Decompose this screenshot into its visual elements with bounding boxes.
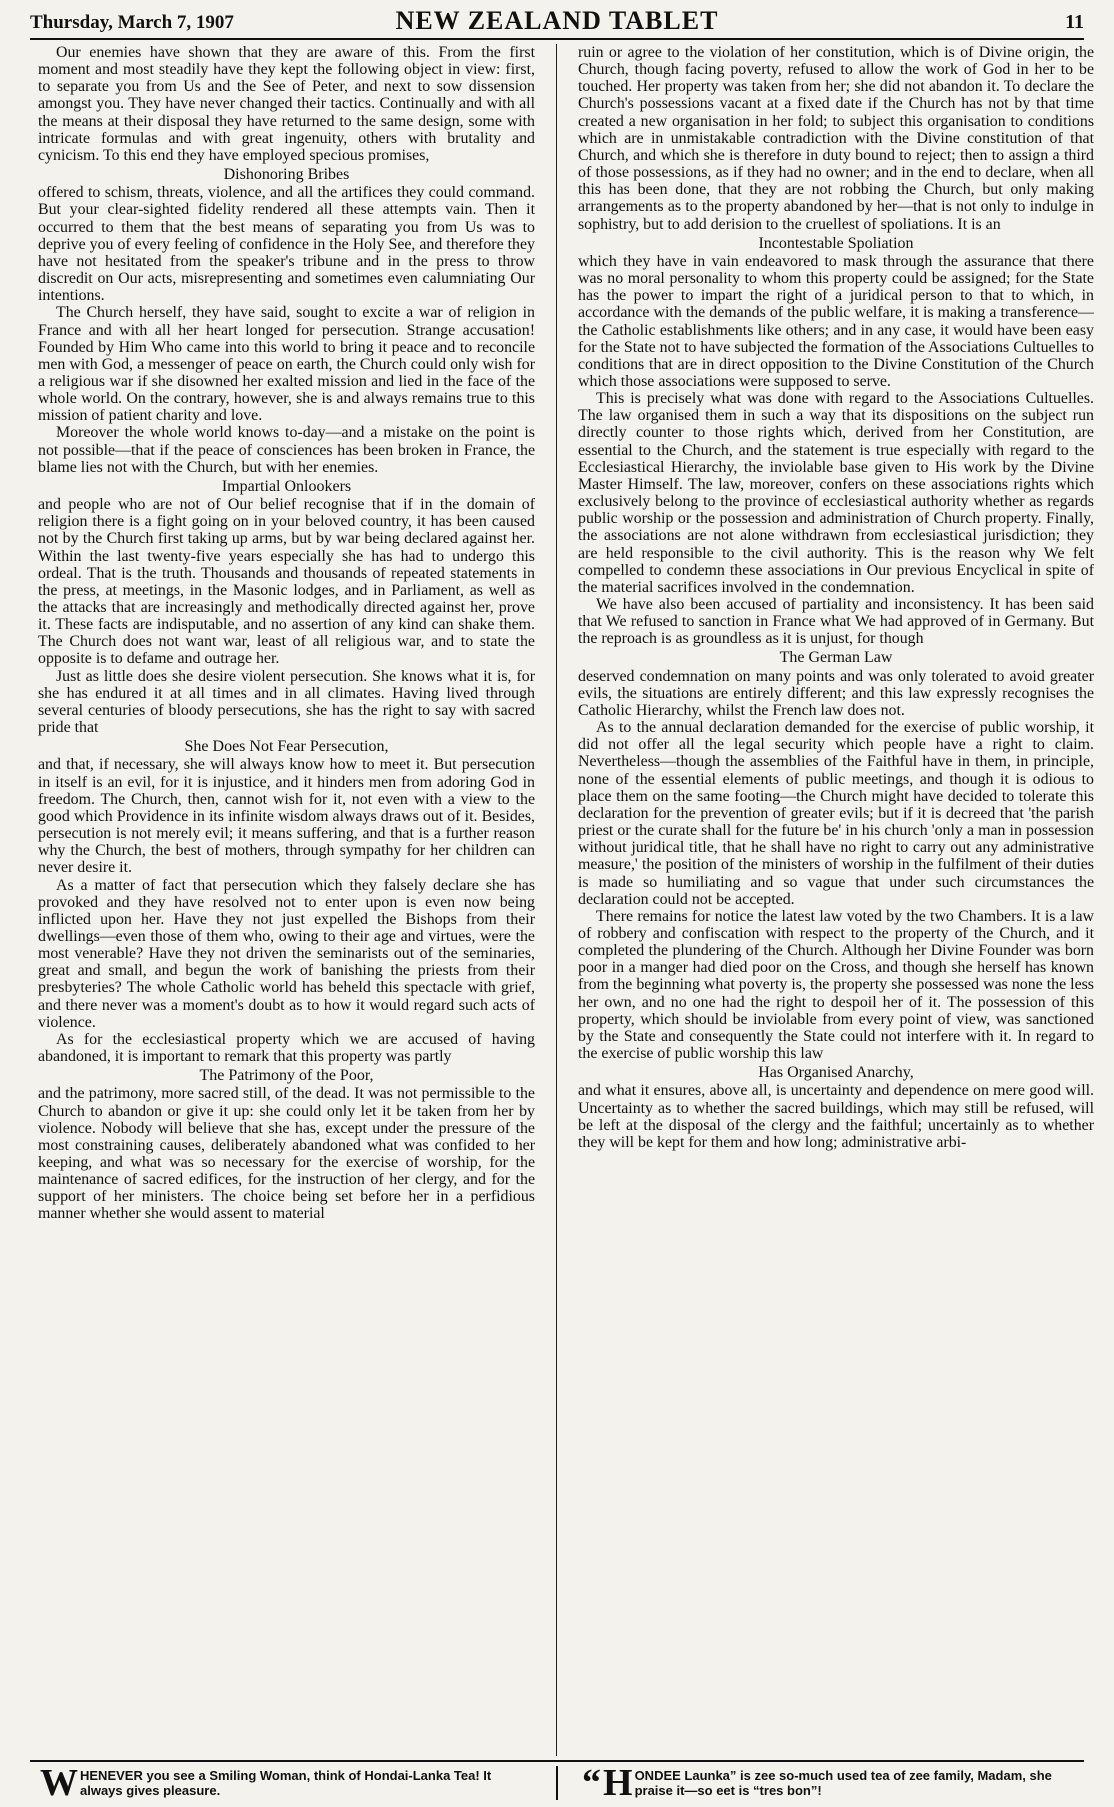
- paragraph: We have also been accused of partiality and inconsistency. It has been said that We refused to sanction in France what We had approved of in Germany. But the reproach is as groundless as it is unjust, for though: [578, 596, 1094, 648]
- footer-divider: [556, 1766, 558, 1800]
- subheading-does-not-fear: She Does Not Fear Persecution,: [184, 738, 389, 756]
- advertisement-hondee-launka: [572, 1762, 1084, 1804]
- paragraph: Moreover the whole world knows to-day—and a mistake on the point is not possible—that if the peace of consciences has been broken in France, the blame lies not with the Church, but with her enemies.: [38, 424, 535, 476]
- paragraph: and people who are not of Our belief recognise that if in the domain of religion there is a fight going on in your beloved country, it has been caused not by the Church first taking up arms, but by war being declared against her. Within the last twenty-five years especially she has had to undergo this ordeal. That is the truth. Thousands and thousands of repeated statements in the press, at meetings, in the Masonic lodges, and in Parliament, as well as the attacks that are increasingly and methodically directed against her, prove it. These facts are indisputable, and no assertion of any kind can shake them. The Church does not want war, least of all religious war, and to state the opposite is to defame and outrage her.: [38, 496, 535, 668]
- subheading-patrimony-of-poor: The Patrimony of the Poor,: [199, 1067, 374, 1085]
- paragraph: and that, if necessary, she will always know how to meet it. But persecution in itself is an evil, for it is injustice, and it hinders men from adoring God in freedom. The Church, then, cannot wish for it, not even with a view to the good which Providence in its infinite wisdom always draws out of it. Besides, persecution is not merely evil; it means suffering, and that is a further reason why the Church, the best of mothers, through sympathy for her children can never desire it.: [38, 756, 535, 877]
- paragraph: The Church herself, they have said, sought to excite a war of religion in France and with all her heart longed for persecution. Strange accusation! Founded by Him Who came into this world to bring it peace and to reconcile men with God, a messenger of peace on earth, the Church could only wish for a religious war if she disowned her exalted mission and lied in the face of the whole world. On the contrary, however, she is and always remains true to this mission of patient charity and love.: [38, 304, 535, 425]
- paragraph: deserved condemnation on many points and was only tolerated to avoid greater evils, the situations are entirely different; and this law expressly recognises the Catholic Hierarchy, whilst the French law does not.: [578, 667, 1094, 719]
- paragraph: This is precisely what was done with regard to the Associations Cultuelles. The law organised them in such a way that its dispositions on the subject run directly counter to those rights which, derived from her Constitution, are essential to the Church, and the statement is true especially with regard to the Ecclesiastical Hierarchy, the inviolable base given to His work by the Divine Master Himself. The law, moreover, confers on these associations rights which exclusively belong to the province of ecclesiastical authority whether as regards public worship or the possession and administration of Church property. Finally, the associations are not alone withdrawn from ecclesiastical jurisdiction; they are held responsible to the civil authority. This is the reason why We felt compelled to condemn these associations in Our previous Encyclical in spite of the material sacrifices involved in the condemnation.: [578, 390, 1094, 596]
- publication-title: NEW ZEALAND TABLET: [395, 6, 719, 35]
- opening-quote: “: [582, 1762, 601, 1804]
- subheading-impartial-onlookers: Impartial Onlookers: [221, 477, 352, 495]
- issue-date: Thursday, March 7, 1907: [30, 12, 234, 33]
- paragraph: As a matter of fact that persecution which they falsely declare she has provoked and they have resolved not to enter upon is even now being inflicted upon her. Have they not just expelled the Bishops from their dwellings—even those of them who, owing to their age and virtues, were the most venerable? Have they not driven the seminarists out of the seminaries, great and small, and begun the work of banishing the priests from their presbyteries? The whole Catholic world has beheld this spectacle with grief, and there never was a moment's doubt as to how it would regard such acts of violence.: [38, 876, 535, 1031]
- drop-initial: W: [40, 1762, 78, 1804]
- paragraph: Our enemies have shown that they are aware of this. From the first moment and most steadily have they kept the following object in view: first, to separate you from Us and the See of Peter, and next to sow dissension amongst you. They have never changed their tactics. Continually and with all the means at their disposal they have returned to the same design, some with intricate formulas and with great ingenuity, others with brutality and cynicism. To this end they have employed specious promises,: [38, 44, 535, 164]
- subheading-dishonoring-bribes: Dishonoring Bribes: [223, 166, 350, 184]
- paragraph: ruin or agree to the violation of her constitution, which is of Divine origin, the Church, though facing poverty, refused to allow the work of God in her to be touched. Her property was taken from her; she did not abandon it. To declare the Church's possessions vacant at a fixed date if the Church has not by that time created a new organisation in her fold; to subject this organisation to conditions which are in unmistakable contradiction with the Divine constitution of that Church, and which she is therefore in duty bound to reject; then to assign a third of those possessions, as if they had no owner; and in the end to declare, when all this has been done, that they are not robbing the Church, but only making arrangements as to the property abandoned by her—that is not only to indulge in sophistry, but to add derision to the cruellest of spoliations. It is an: [578, 44, 1094, 233]
- paragraph: As for the ecclesiastical property which we are accused of having abandoned, it is important to remark that this property was partly: [38, 1030, 535, 1066]
- advertisement-hondai-lanka: [30, 1762, 542, 1804]
- paragraph: As to the annual declaration demanded for the exercise of public worship, it did not offer all the legal security which people have a right to claim. Nevertheless—though the assemblies of the Faithful have in them, in principle, none of the essential elements of public meetings, and though it is odious to place them on the same footing—the Church might have decided to tolerate this declaration for the prevention of greater evils; but if it is decreed that 'the parish priest or the curate shall for the future be' in his church 'only a man in possession without juridical title, that he shall have no right to carry out any administrative measure,' the position of the ministers of worship in the fulfilment of their duties is made so humiliating and so vague that under such circumstances the declaration could not be accepted.: [578, 719, 1094, 908]
- masthead: [30, 4, 1084, 40]
- subheading-incontestable-spoliation: Incontestable Spoliation: [758, 234, 914, 252]
- subheading-organised-anarchy: Has Organised Anarchy,: [758, 1064, 914, 1082]
- advertisement-text: ONDEE Launka” is zee so-much used tea of zee family, Madam, she praise it—so eet is “tres bon”!: [634, 1768, 1052, 1798]
- column-rule: [556, 44, 557, 1756]
- paragraph: and the patrimony, more sacred still, of the dead. It was not permissible to the Church to abandon or give it up: she could only let it be taken from her by violence. Nobody will believe that she has, except under the pressure of the most constraining causes, deliberately abandoned what was confided to her keeping, and what was so necessary for the exercise of worship, for the maintenance of sacred edifices, for the instruction of her clergy, and for the support of her ministers. The choice being set before her in a perfidious manner whether she would assent to material: [38, 1085, 535, 1223]
- drop-initial: H: [603, 1762, 633, 1804]
- subheading-german-law: The German Law: [779, 649, 893, 667]
- paragraph: There remains for notice the latest law voted by the two Chambers. It is a law of robbery and confiscation with respect to the property of the Church, and it completed the plundering of the Church. Although her Divine Founder was born poor in a manger had died poor on the Cross, and though she herself has known from the beginning what poverty is, the property she possessed was none the less her own, and no one had the right to despoil her of it. The possession of this property, which should be inviolable from every point of view, was sanctioned by the State and consequently the State could not interfere with it. In regard to the exercise of public worship this law: [578, 907, 1094, 1063]
- paragraph: offered to schism, threats, violence, and all the artifices they could command. But your clear-sighted fidelity rendered all these attempts vain. Then it occurred to them that the best means of separating you from Us was to deprive you of every feeling of confidence in the Holy See, and therefore they have not hesitated from the speaker's tribune and in the press to throw discredit on Our acts, misrepresenting and sometimes even calumniating Our intentions.: [38, 184, 535, 305]
- left-column: [38, 44, 535, 1756]
- paragraph: and what it ensures, above all, is uncertainty and dependence on mere good will. Uncertainty as to whether the sacred buildings, which may still be refused, will be left at the disposal of the clergy and the faithful; uncertainly as to whether they will be kept for them and how long; administrative arbi-: [578, 1082, 1094, 1151]
- advertisement-text: HENEVER you see a Smiling Woman, think of Hondai-Lanka Tea! It always gives pleasure.: [80, 1768, 492, 1798]
- paragraph: Just as little does she desire violent persecution. She knows what it is, for she has endured it at all times and in all climates. Having lived through several centuries of bloody persecutions, she has the right to say with sacred pride that: [38, 667, 535, 737]
- footer-advertisements: [30, 1760, 1084, 1804]
- page-number: 11: [1065, 11, 1084, 33]
- paragraph: which they have in vain endeavored to mask through the assurance that there was no moral personality to whom this property could be assigned; for the State has the power to impart the right of a juridical person to that to which, in accordance with the demands of the public welfare, it is making a transference—the Catholic establishments like others; and in any case, it would have been easy for the State not to have subjected the formation of the Associations Cultuelles to conditions that are in direct opposition to the Divine Constitution of the Church which those associations were supposed to serve.: [578, 252, 1094, 390]
- right-column: [578, 44, 1094, 1756]
